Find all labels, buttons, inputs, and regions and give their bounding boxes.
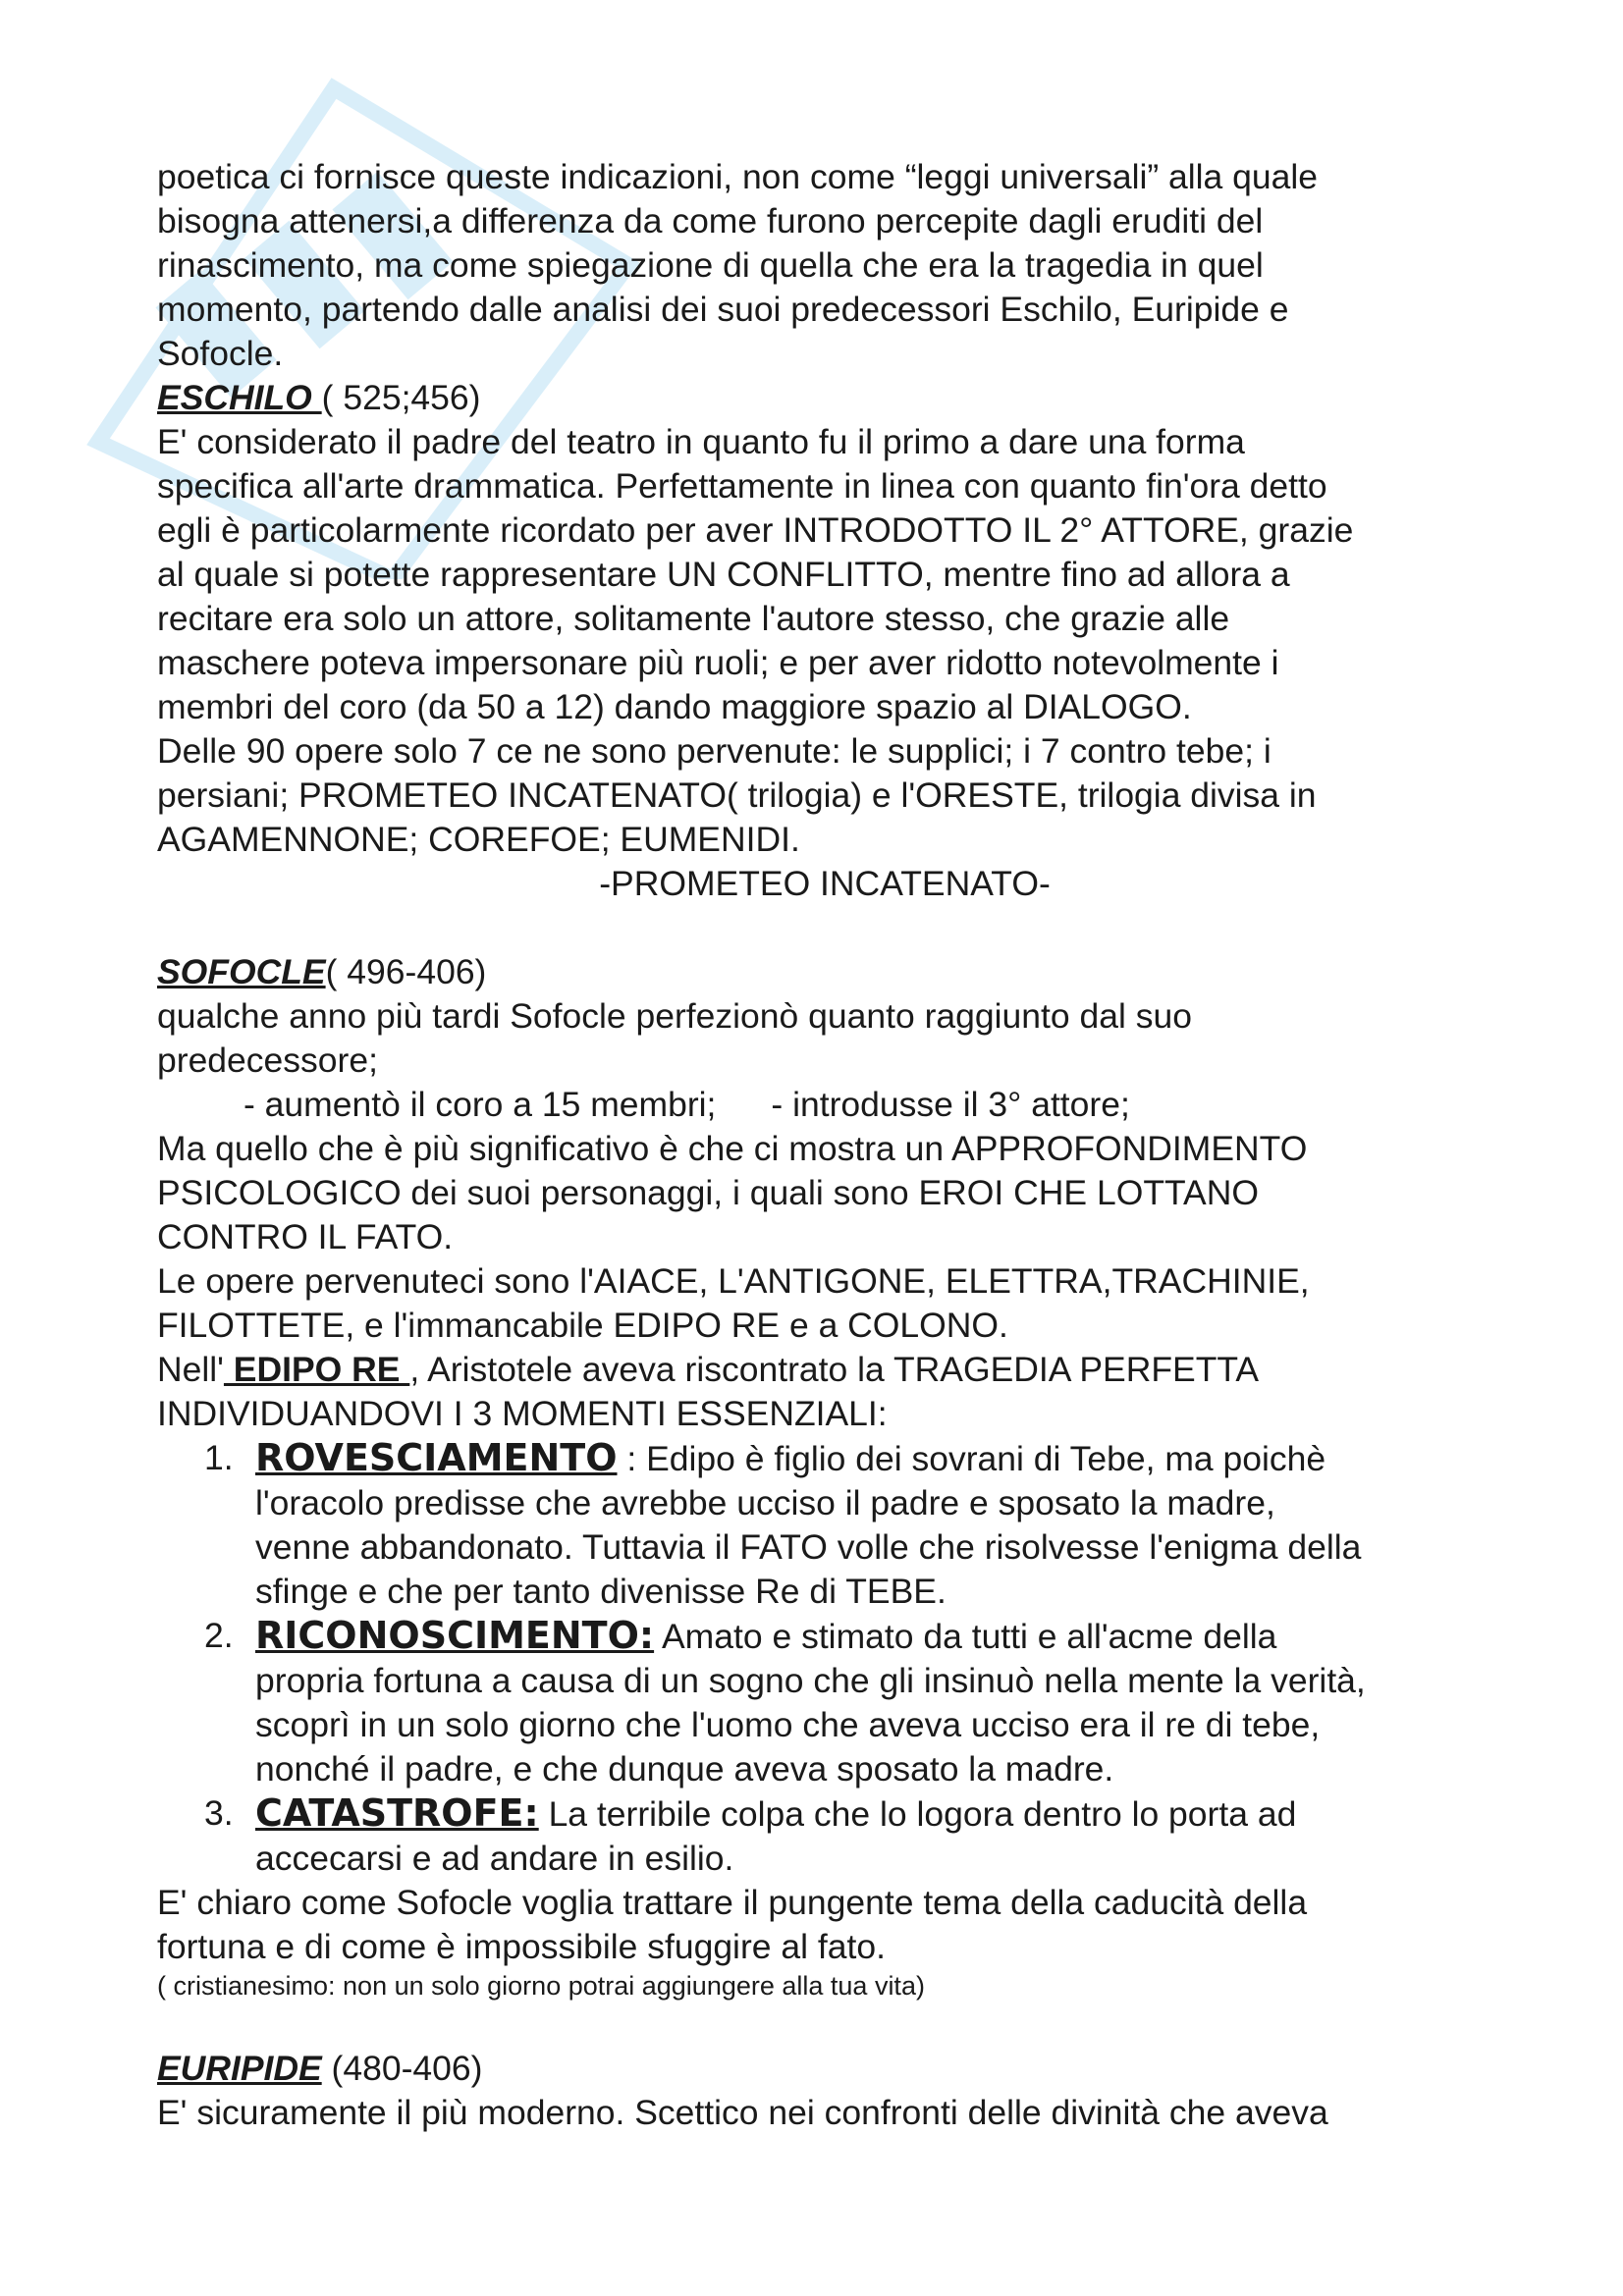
edipo-suffix: , Aristotele aveva riscontrato la TRAGEDIA PERFETTA xyxy=(409,1350,1260,1389)
text-line: PSICOLOGICO dei suoi personaggi, i quali sono EROI CHE LOTTANO xyxy=(157,1173,1259,1212)
list-number: 1. xyxy=(204,1438,234,1477)
moments-list xyxy=(157,1436,1492,1881)
text-line: rinascimento, ma come spiegazione di quella che era la tragedia in quel xyxy=(157,245,1264,285)
heading-name: ESCHILO xyxy=(157,378,322,417)
text-line: E' considerato il padre del teatro in quanto fu il primo a dare una forma xyxy=(157,422,1245,461)
moment-text: La terribile colpa che lo logora dentro lo porta ad xyxy=(538,1794,1297,1834)
text-line: egli è particolarmente ricordato per aver INTRODOTTO IL 2° ATTORE, grazie xyxy=(157,510,1354,550)
text-line: l'oracolo predisse che avrebbe ucciso il padre e sposato la madre, xyxy=(255,1483,1275,1522)
text-line: fortuna e di come è impossibile sfuggire al fato. xyxy=(157,1927,886,1966)
text-line: recitare era solo un attore, solitamente l'autore stesso, che grazie alle xyxy=(157,599,1230,638)
heading-dates: ( 525;456) xyxy=(321,378,481,417)
text-line: FILOTTETE, e l'immancabile EDIPO RE e a COLONO. xyxy=(157,1306,1008,1345)
text-line: predecessore; xyxy=(157,1041,378,1080)
text-line: membri del coro (da 50 a 12) dando maggiore spazio al DIALOGO. xyxy=(157,687,1192,726)
text-line: accecarsi e ad andare in esilio. xyxy=(255,1839,734,1878)
section-sofocle xyxy=(157,950,1492,2002)
text-line: E' sicuramente il più moderno. Scettico nei confronti delle divinità che aveva xyxy=(157,2093,1328,2132)
list-item xyxy=(157,1614,1492,1791)
spacer xyxy=(157,906,1492,950)
text-line: CONTRO IL FATO. xyxy=(157,1217,454,1256)
text-line: poetica ci fornisce queste indicazioni, non come “leggi universali” alla quale xyxy=(157,157,1319,196)
text-line: scoprì in un solo giorno che l'uomo che aveva ucciso era il re di tebe, xyxy=(255,1705,1321,1744)
text-line: venne abbandonato. Tuttavia il FATO volle che risolvesse l'enigma della xyxy=(255,1527,1362,1567)
text-line: Delle 90 opere solo 7 ce ne sono pervenute: le supplici; i 7 contro tebe; i xyxy=(157,731,1271,771)
spacer xyxy=(157,2002,1492,2047)
text-line: AGAMENNONE; COREFOE; EUMENIDI. xyxy=(157,820,800,859)
list-item xyxy=(157,1436,1492,1614)
bullet-line xyxy=(157,1083,1492,1127)
intro-paragraph xyxy=(157,155,1492,376)
text-line: specifica all'arte drammatica. Perfettamente in linea con quanto fin'ora detto xyxy=(157,466,1327,506)
heading-dates: ( 496-406) xyxy=(325,952,487,991)
moment-title: ROVESCIAMENTO xyxy=(255,1436,618,1479)
text-line: Ma quello che è più significativo è che ci mostra un APPROFONDIMENTO xyxy=(157,1129,1308,1168)
heading-name: SOFOCLE xyxy=(157,952,326,991)
text-line: maschere poteva impersonare più ruoli; e per aver ridotto notevolmente i xyxy=(157,643,1279,682)
edipo-prefix: Nell' xyxy=(157,1350,224,1389)
text-line: E' chiaro come Sofocle voglia trattare il pungente tema della caducità della xyxy=(157,1883,1308,1922)
list-number: 2. xyxy=(204,1616,234,1655)
moment-title: RICONOSCIMENTO: xyxy=(255,1614,655,1657)
text-line: nonché il padre, e che dunque aveva sposato la madre. xyxy=(255,1749,1114,1789)
heading-name: EURIPIDE xyxy=(157,2049,322,2088)
heading-dates: (480-406) xyxy=(321,2049,483,2088)
text-line: Le opere pervenuteci sono l'AIACE, L'ANTIGONE, ELETTRA,TRACHINIE, xyxy=(157,1261,1310,1301)
section-heading-sofocle xyxy=(157,950,1492,994)
section-eschilo xyxy=(157,376,1492,906)
text-line: momento, partendo dalle analisi dei suoi predecessori Eschilo, Euripide e xyxy=(157,290,1289,329)
text-line: al quale si potette rappresentare UN CONFLITTO, mentre fino ad allora a xyxy=(157,555,1290,594)
subtitle-prometeo: -PROMETEO INCATENATO- xyxy=(599,864,1051,903)
edipo-title: EDIPO RE xyxy=(223,1350,410,1389)
text-line: persiani; PROMETEO INCATENATO( trilogia) e l'ORESTE, trilogia divisa in xyxy=(157,775,1317,815)
section-euripide xyxy=(157,2047,1492,2135)
footnote: ( cristianesimo: non un solo giorno potrai aggiungere alla tua vita) xyxy=(157,1971,925,2001)
bullet-item: - introdusse il 3° attore; xyxy=(771,1085,1130,1124)
section-heading-euripide xyxy=(157,2047,1492,2091)
text-line: INDIVIDUANDOVI I 3 MOMENTI ESSENZIALI: xyxy=(157,1394,888,1433)
section-heading-eschilo xyxy=(157,376,1492,420)
text-line: Sofocle. xyxy=(157,334,284,373)
edipo-line xyxy=(157,1348,1492,1392)
text-line: sfinge e che per tanto divenisse Re di TEBE. xyxy=(255,1572,947,1611)
list-item xyxy=(157,1791,1492,1881)
text-line: bisogna attenersi,a differenza da come furono percepite dagli eruditi del xyxy=(157,201,1264,240)
document-page xyxy=(157,155,1492,2135)
text-line: propria fortuna a causa di un sogno che gli insinuò nella mente la verità, xyxy=(255,1661,1366,1700)
bullet-item: - aumentò il coro a 15 membri; xyxy=(243,1085,717,1124)
text-line: qualche anno più tardi Sofocle perfezionò quanto raggiunto dal suo xyxy=(157,996,1192,1036)
moment-text: : Edipo è figlio dei sovrani di Tebe, ma poichè xyxy=(617,1439,1326,1478)
moment-title: CATASTROFE: xyxy=(255,1791,539,1835)
moment-text: Amato e stimato da tutti e all'acme della xyxy=(654,1617,1277,1656)
list-number: 3. xyxy=(204,1793,234,1833)
